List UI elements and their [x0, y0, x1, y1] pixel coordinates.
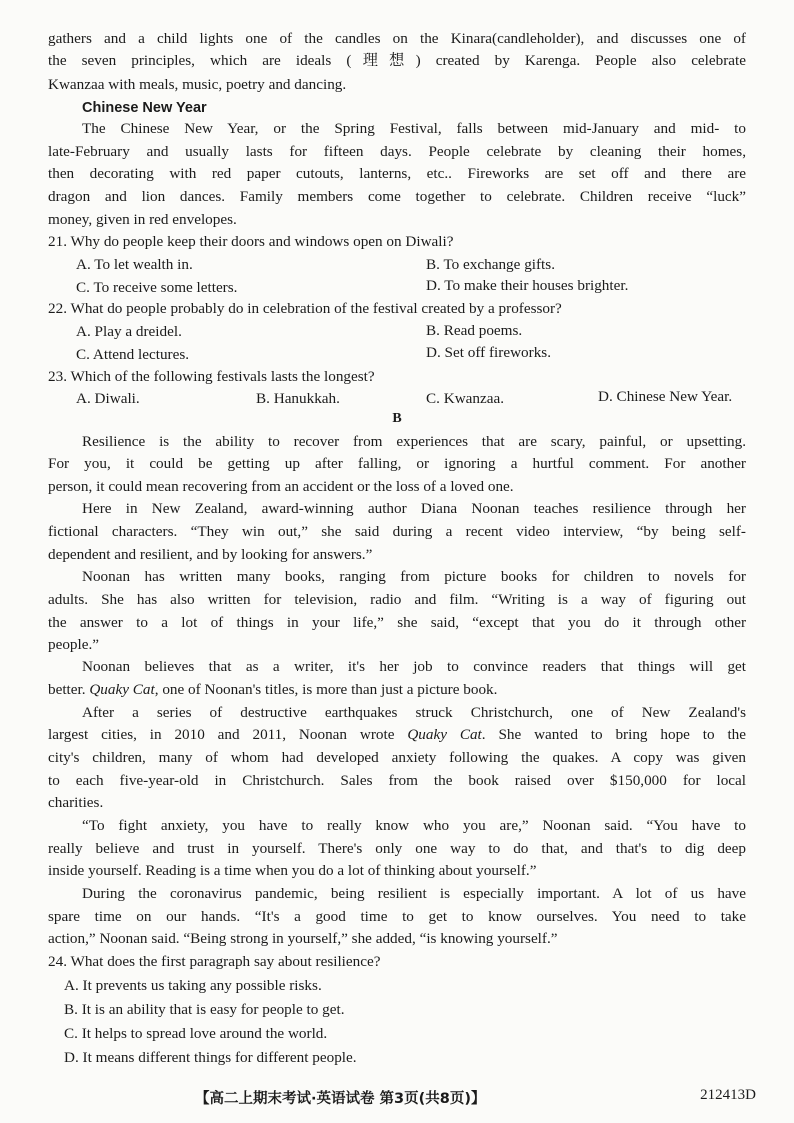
- passage-line: charities.: [48, 794, 104, 811]
- passage-line: people.”: [48, 636, 100, 653]
- passage-line: [48, 724, 746, 746]
- passage-line: dependent and resilient, and by looking for answers.”: [48, 546, 373, 563]
- passage-line: then decorating with red paper cutouts, lanterns, etc.. Fireworks are set off and there are: [48, 165, 746, 182]
- passage-line: Here in New Zealand, award-winning author Diana Noonan teaches resilience through her: [82, 500, 746, 517]
- passage-line: the seven principles, which are ideals (理想) created by Karenga. People also celebrate: [48, 52, 746, 69]
- passage-line: late-February and usually lasts for fifteen days. People celebrate by cleaning their homes,: [48, 143, 746, 160]
- option-b: B. To exchange gifts.: [426, 256, 555, 273]
- passage-line: [48, 679, 746, 701]
- option-d: D. Set off fireworks.: [426, 344, 551, 361]
- passage-line: dragon and lion dances. Family members come together to celebrate. Children receive “luck”: [48, 188, 746, 205]
- option-b: B. Read poems.: [426, 322, 523, 339]
- section-label: B: [392, 411, 402, 426]
- passage-line: person, it could mean recovering from an accident or the loss of a loved one.: [48, 478, 514, 495]
- question-stem: 24. What does the first paragraph say about resilience?: [48, 953, 381, 970]
- question-stem: 21. Why do people keep their doors and windows open on Diwali?: [48, 233, 454, 250]
- passage-line: fictional characters. “They win out,” she said during a recent video interview, “by being self-: [48, 523, 746, 540]
- passage-line: action,” Noonan said. “Being strong in yourself,” she added, “is knowing yourself.”: [48, 930, 558, 947]
- text-run: , one of Noonan's titles, is more than just a picture book.: [154, 681, 498, 698]
- option-d: D. Chinese New Year.: [598, 388, 733, 405]
- option-d: D. To make their houses brighter.: [426, 277, 629, 294]
- text-run: largest cities, in 2010 and 2011, Noonan wrote: [48, 726, 408, 743]
- passage-line: inside yourself. Reading is a time when you do a lot of thinking about yourself.”: [48, 862, 537, 879]
- option-a: A. Diwali.: [76, 390, 140, 407]
- passage-line: After a series of destructive earthquakes struck Christchurch, one of New Zealand's: [82, 704, 746, 721]
- passage-line: adults. She has also written for television, radio and film. “Writing is a way of figuring out: [48, 591, 746, 608]
- book-title: Quaky Cat: [407, 726, 482, 743]
- passage-line: money, given in red envelopes.: [48, 211, 237, 228]
- passage-line: Noonan believes that as a writer, it's her job to convince readers that things will get: [82, 658, 746, 675]
- page-footer: 【高二上期末考试·英语试卷 第3页(共8页)】: [195, 1091, 486, 1107]
- option-c: C. Kwanzaa.: [426, 390, 505, 407]
- passage-line: city's children, many of whom had developed anxiety following the quakes. A copy was given: [48, 749, 746, 766]
- question-stem: 22. What do people probably do in celebration of the festival created by a professor?: [48, 300, 562, 317]
- option-d: D. It means different things for different people.: [64, 1049, 357, 1066]
- option-a: A. It prevents us taking any possible risks.: [64, 977, 322, 994]
- passage-line: For you, it could be getting up after falling, or ignoring a hurtful comment. For another: [48, 455, 746, 472]
- section-heading: Chinese New Year: [82, 100, 207, 116]
- book-title: Quaky Cat: [89, 681, 155, 698]
- option-c: C. Attend lectures.: [76, 346, 190, 363]
- passage-line: really believe and trust in yourself. There's only one way to do that, and that's to dig deep: [48, 840, 746, 857]
- option-c: C. It helps to spread love around the world.: [64, 1025, 328, 1042]
- question-stem: 23. Which of the following festivals lasts the longest?: [48, 368, 375, 385]
- passage-line: Noonan has written many books, ranging from picture books for children to novels for: [82, 568, 746, 585]
- option-b: B. Hanukkah.: [256, 390, 340, 407]
- text-run: better.: [48, 681, 90, 698]
- exam-code: 212413D: [700, 1087, 756, 1103]
- passage-line: spare time on our hands. “It's a good time to get to know ourselves. You need to take: [48, 908, 746, 925]
- passage-line: Kwanzaa with meals, music, poetry and dancing.: [48, 76, 347, 93]
- option-a: A. Play a dreidel.: [76, 323, 182, 340]
- option-b: B. It is an ability that is easy for people to get.: [64, 1001, 345, 1018]
- passage-line: gathers and a child lights one of the candles on the Kinara(candleholder), and discusses one of: [48, 30, 746, 47]
- passage-line: the answer to a lot of things in your life,” she said, “except that you do it through other: [48, 614, 746, 631]
- passage-line: “To fight anxiety, you have to really know who you are,” Noonan said. “You have to: [82, 817, 746, 834]
- passage-line: During the coronavirus pandemic, being resilient is especially important. A lot of us have: [82, 885, 746, 902]
- option-c: C. To receive some letters.: [76, 279, 238, 296]
- passage-line: Resilience is the ability to recover from experiences that are scary, painful, or upsetting.: [82, 433, 746, 450]
- passage-line: The Chinese New Year, or the Spring Festival, falls between mid-January and mid- to: [82, 120, 746, 137]
- passage-line: to each five-year-old in Christchurch. Sales from the book raised over $150,000 for local: [48, 772, 746, 789]
- text-run: . She wanted to bring hope to the: [481, 726, 746, 743]
- option-a: A. To let wealth in.: [76, 256, 193, 273]
